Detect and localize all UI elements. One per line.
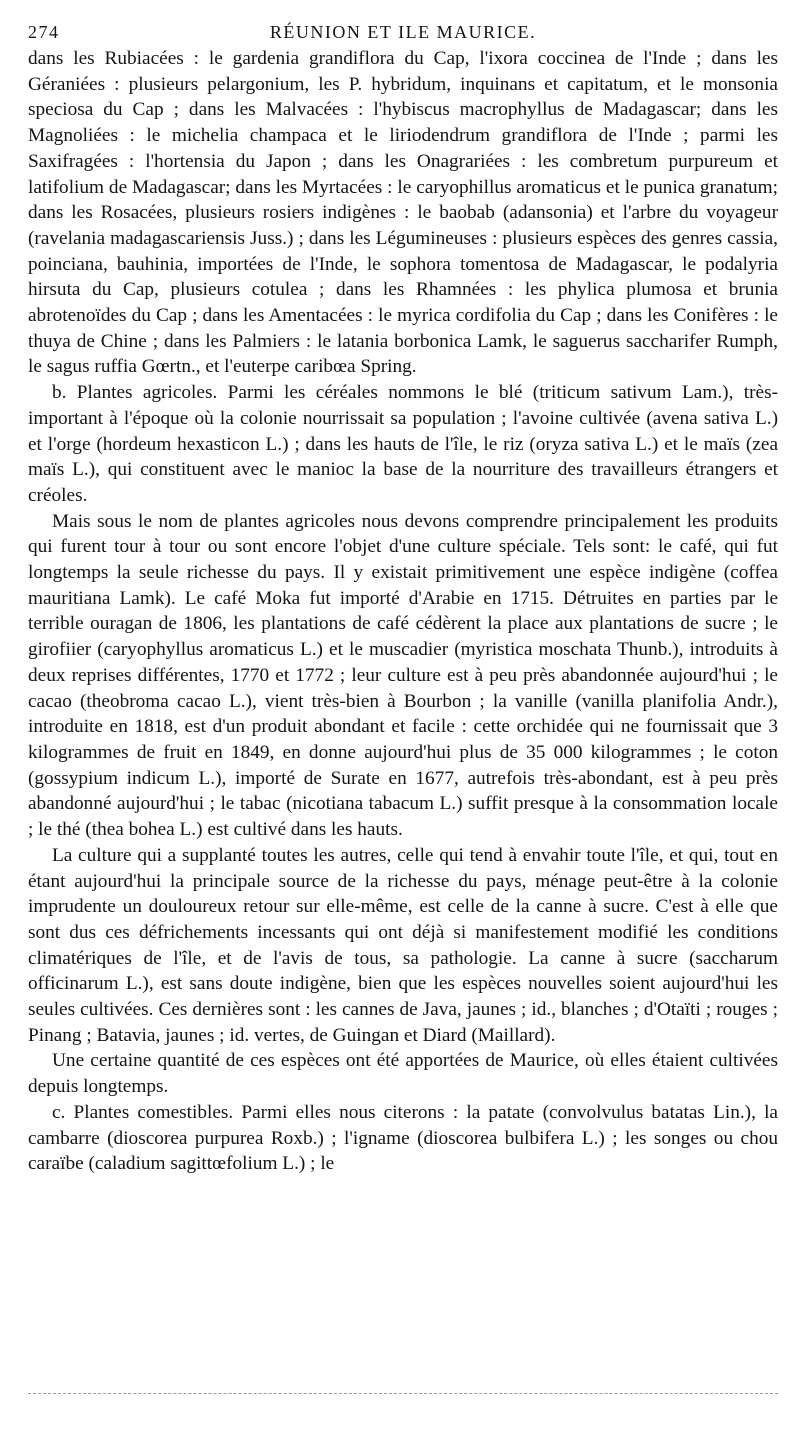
paragraph-ornamental-plants-continued: dans les Rubiacées : le gardenia grandiflora du Cap, l'ixora coccinea de l'Inde ; dans les Géraniées : plusieurs pelargonium, les P. hybridum, inquinans et capitatum, et le monsonia speciosa du Cap ; dans les Malvacées : l'hybiscus macrophyllus de Madagascar; dans les Magnoliées : le michelia champaca et le liriodendrum grandiflora de l'Inde ; parmi les Saxifragées : l'hortensia du Japon ; dans les Onagrariées : les combretum purpureum et latifolium de Madagascar; dans les Myrtacées : le caryophillus aromaticus et le punica granatum; dans les Rosacées, plusieurs rosiers indigènes : le baobab (adansonia) et l'arbre du voyageur (ravelania madagascariensis Juss.) ; dans les Légumineuses : plusieurs espèces des genres cassia, poinciana, bauhinia, importées de l'Inde, le sophora tomentosa de Madagascar, le podalyria hirsuta du Cap, plusieurs cotulea ; dans les Rhamnées : les phylica plumosa et brunia abrotenoïdes du Cap ; dans les Amentacées : le myrica cordifolia du Cap ; dans les Conifères : le thuya de Chine ; dans les Palmiers : le latania borbonica Lamk, le saguerus saccharifer Rumph, le sagus ruffia Gœrtn., et l'euterpe caribœa Spring. <box>28 48 778 378</box>
page-number: 274 <box>28 22 60 42</box>
paragraph-plantes-comestibles: c. Plantes comestibles. Parmi elles nous citerons : la patate (convolvulus batatas Lin.), la cambarre (dioscorea purpurea Roxb.) ; l'igname (dioscorea bulbifera L.) ; les songes ou chou caraïbe (caladium sagittœfolium L.) ; le <box>28 1101 778 1175</box>
body-text <box>28 46 778 1177</box>
running-title: RÉUNION ET ILE MAURICE. <box>269 22 537 42</box>
paragraph-cultures-speciales: Mais sous le nom de plantes agricoles nous devons comprendre principalement les produits qui furent tour à tour ou sont encore l'objet d'une culture spéciale. Tels sont: le café, qui fut longtemps la seule richesse du pays. Il y existait primitivement une espèce indigène (coffea mauritiana Lamk). Le café Moka fut importé d'Arabie en 1715. Détruites en parties par le terrible ouragan de 1806, les plantations de café cédèrent la place aux plantations de sucre ; le girofiier (caryophyllus aromaticus L.) et le muscadier (myristica moschata Thunb.), introduits à deux reprises différentes, 1770 et 1772 ; leur culture est à peu près abandonnée aujourd'hui ; le cacao (theobroma cacao L.), vient très-bien à Bourbon ; la vanille (vanilla planifolia Andr.), introduite en 1818, est d'un produit abondant et facile : cette orchidée qui ne fournissait que 3 kilogrammes de fruit en 1849, en donne aujourd'hui plus de 35 000 kilogrammes ; le coton (gossypium indicum L.), importé de Surate en 1677, autrefois très-abondant, est à peu près abandonné aujourd'hui ; le tabac (nicotiana tabacum L.) suffit presque à la consommation locale ; le thé (thea bohea L.) est cultivé dans les hauts. <box>28 510 778 841</box>
paragraph-plantes-agricoles: b. Plantes agricoles. Parmi les céréales nommons le blé (triticum sativum Lam.), très-important à l'époque où la colonie nourrissait sa population ; l'avoine cultivée (avena sativa L.) et l'orge (hordeum hexasticon L.) ; dans les hauts de l'île, le riz (oryza sativa L.) et le maïs (zea maïs L.), qui constituent avec le manioc la base de la nourriture des travailleurs étrangers et créoles. <box>28 382 778 506</box>
bottom-divider <box>28 1393 778 1394</box>
paragraph-canne-a-sucre: La culture qui a supplanté toutes les autres, celle qui tend à envahir toute l'île, et qui, tout en étant aujourd'hui la principale source de la richesse du pays, ménage peut-être à la colonie imprudente un douloureux retour sur elle-même, est celle de la canne à sucre. C'est à elle que sont dus ces défrichements incessants qui ont déjà si manifestement modifié les conditions climatériques de l'île, et de l'avis de tous, sa pathologie. La canne à sucre (saccharum officinarum L.), est sans doute indigène, bien que les espèces nouvelles soient aujourd'hui les seules cultivées. Ces dernières sont : les cannes de Java, jaunes ; id., blanches ; d'Otaïti ; rouges ; Pinang ; Batavia, jaunes ; id. vertes, de Guingan et Diard (Maillard). <box>28 844 778 1046</box>
running-header <box>28 16 778 46</box>
paragraph-especes-maurice: Une certaine quantité de ces espèces ont été apportées de Maurice, où elles étaient cultivées depuis longtemps. <box>28 1050 778 1098</box>
